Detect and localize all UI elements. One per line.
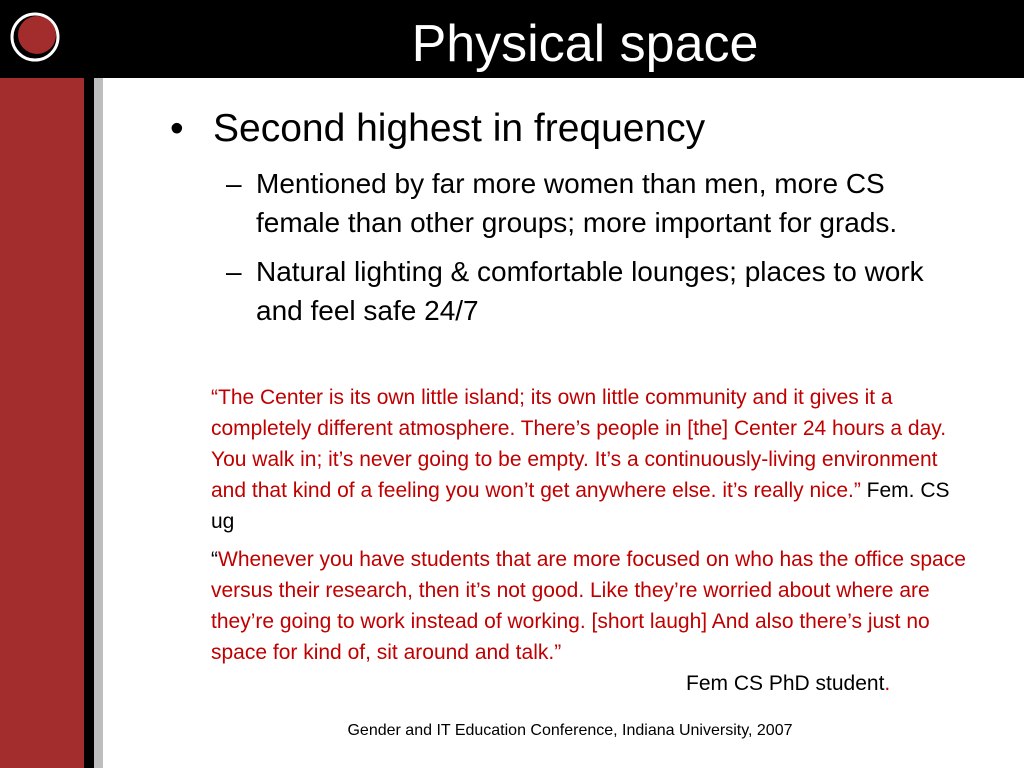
title-bar — [0, 0, 1024, 78]
quote-text: “The Center is its own little island; its own little community and it gives it a completely different atmosphere. There’s people in [the] Center 24 hours a day. You walk in; it’s never going to be empty. It’s a continuously-living environment and that kind of a feeling you won’t get anywhere else. it’s really nice.” — [211, 386, 947, 502]
sub-bullet-text: Mentioned by far more women than men, more CS female than other groups; more important for grads. — [256, 168, 898, 238]
side-shadow — [94, 78, 103, 768]
quote-attribution: Fem CS PhD student — [686, 672, 885, 695]
side-divider — [84, 78, 94, 768]
quote-open-mark: “ — [211, 548, 218, 571]
dash-mark: – — [226, 168, 242, 199]
slide-title: Physical space — [411, 15, 759, 73]
slide-content — [170, 104, 960, 330]
quote-attribution: Fem. CS ug — [211, 479, 950, 533]
sub-bullet — [170, 252, 960, 330]
red-circle-logo-icon — [10, 12, 60, 62]
slide-footer: Gender and IT Education Conference, Indiana University, 2007 — [347, 722, 793, 739]
main-bullet-text: Second highest in frequency — [213, 107, 706, 150]
sub-bullet — [170, 164, 960, 242]
quote-attribution-phd — [686, 668, 890, 699]
quote-center-island — [211, 382, 971, 537]
bullet-mark: • — [170, 107, 184, 150]
quote-office-space — [211, 544, 971, 668]
quote-attribution-end: . — [884, 672, 891, 695]
dash-mark: – — [226, 256, 242, 287]
side-strip — [0, 78, 84, 768]
sub-bullet-text: Natural lighting & comfortable lounges; places to work and feel safe 24/7 — [256, 256, 924, 326]
main-bullet — [170, 104, 960, 154]
quote-text: Whenever you have students that are more focused on who has the office space versus their research, then it’s not good. Like they’re worried about where are they’re going to work instead of working. [short laugh] And also there’s just no space for kind of, sit around and talk.” — [211, 548, 966, 664]
